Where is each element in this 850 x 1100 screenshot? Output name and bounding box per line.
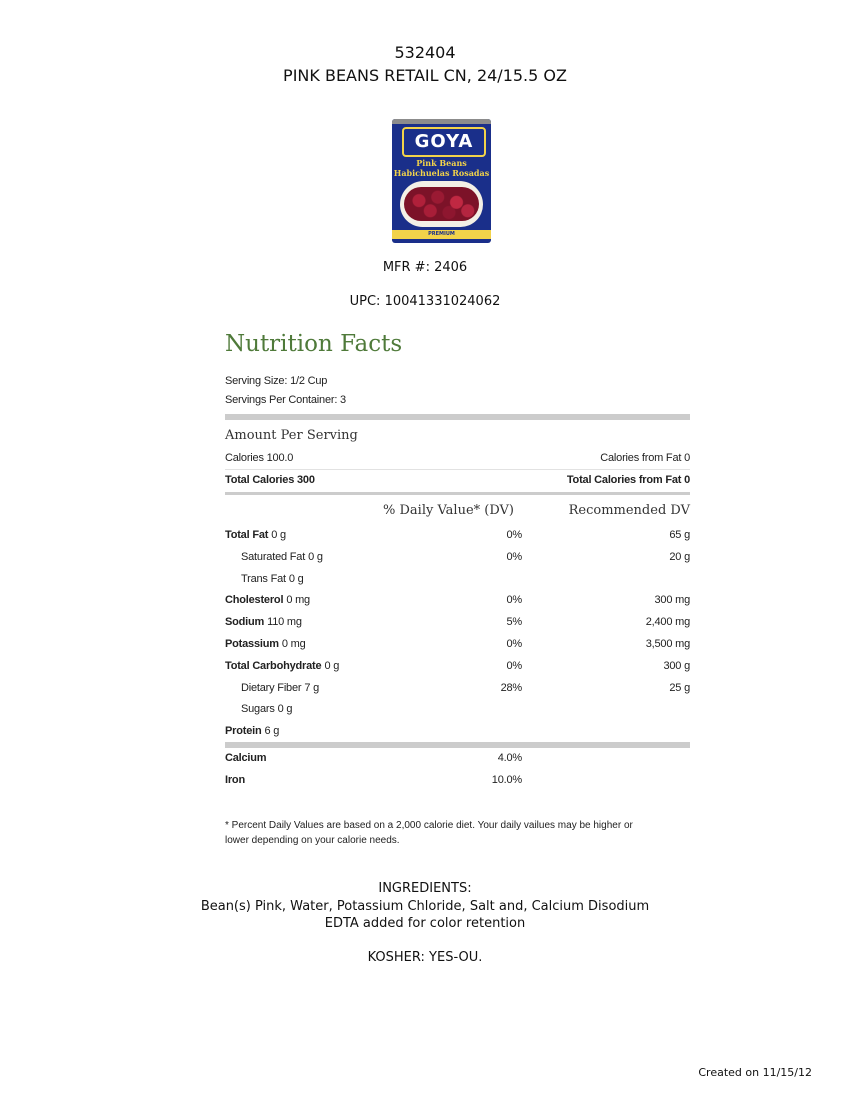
upc-code: UPC: 10041331024062	[349, 294, 501, 309]
kosher-status: KOSHER: YES-OU.	[367, 950, 483, 965]
product-title: PINK BEANS RETAIL CN, 24/15.5 OZ	[283, 66, 567, 85]
nutrient-name: Sodium	[225, 616, 265, 629]
amount-per-serving: Amount Per Serving	[225, 428, 358, 443]
nutrient-amount: 0 g	[277, 703, 293, 716]
nutrient-label	[225, 725, 279, 737]
can-band: PREMIUM	[392, 230, 491, 239]
amount-per-serving-row	[225, 428, 690, 446]
mineral-dv: 10.0%	[491, 773, 522, 786]
divider-medium	[225, 492, 690, 495]
product-sku: 532404	[394, 43, 456, 62]
nutrient-recommended: 2,400 mg	[645, 616, 690, 629]
nutrient-row	[225, 725, 690, 741]
nutrient-row	[225, 616, 690, 632]
servings-per-container-row	[225, 394, 690, 410]
nutrient-recommended: 300 mg	[654, 594, 690, 607]
nutrient-name: Cholesterol	[225, 594, 284, 607]
bean-bowl-graphic	[400, 181, 483, 227]
total-calories-from-fat: Total Calories from Fat 0	[566, 474, 690, 486]
nutrient-row	[225, 529, 690, 545]
nutrient-amount: 0 g	[271, 529, 286, 541]
created-date: Created on 11/15/12	[698, 1066, 812, 1079]
nutrient-name: Potassium	[225, 638, 279, 650]
footnote-line1: * Percent Daily Values are based on a 2,000 calorie diet. Your daily vailues may be higher or	[225, 820, 633, 831]
nutrient-label	[241, 573, 304, 585]
nutrient-row	[225, 660, 690, 676]
nutrient-label	[241, 551, 323, 563]
nutrient-label	[241, 682, 319, 694]
nutrient-row	[225, 551, 690, 567]
nutrient-amount: 0 mg	[281, 638, 306, 650]
nutrient-amount: 0 g	[308, 550, 323, 563]
nutrient-dv: 0%	[506, 638, 522, 650]
nutrient-name: Trans Fat	[241, 572, 286, 585]
nutrient-name: Total Fat	[225, 529, 269, 541]
nutrient-recommended: 300 g	[663, 659, 690, 672]
nutrient-row	[225, 638, 690, 654]
mineral-row	[225, 752, 690, 768]
ingredients-heading: INGREDIENTS:	[378, 881, 472, 896]
can-label-line1: Pink Beans	[416, 158, 467, 168]
dv-footnote	[225, 818, 695, 848]
serving-size-row	[225, 375, 690, 391]
nutrient-name: Protein	[225, 725, 262, 738]
total-calories-row	[225, 474, 690, 490]
nutrient-label	[241, 703, 292, 715]
mineral-dv: 4.0%	[497, 752, 522, 764]
nutrient-amount: 7 g	[304, 681, 320, 694]
calories-from-fat: Calories from Fat 0	[600, 452, 690, 464]
nutrient-row	[225, 573, 690, 589]
nutrient-label	[225, 529, 286, 541]
nutrient-row	[225, 594, 690, 610]
calories: Calories 100.0	[225, 452, 294, 464]
nutrient-row	[225, 682, 690, 698]
mineral-name: Iron	[225, 773, 245, 786]
divider-thin	[225, 469, 690, 470]
nutrient-amount: 0 g	[324, 659, 340, 672]
nutrient-dv: 0%	[506, 659, 522, 672]
mineral-name: Calcium	[225, 752, 267, 764]
nutrient-amount: 110 mg	[267, 616, 302, 629]
nutrient-label	[225, 616, 302, 628]
nutrient-amount: 0 g	[288, 572, 304, 585]
ingredients-line2: EDTA added for color retention	[324, 916, 526, 931]
nutrient-name: Dietary Fiber	[241, 681, 302, 694]
dv-column-header: % Daily Value* (DV)	[383, 503, 514, 518]
total-calories: Total Calories 300	[225, 474, 315, 486]
nutrient-dv: 28%	[500, 681, 522, 694]
can-label-line2: Habichuelas Rosadas	[393, 168, 490, 178]
nutrient-recommended: 25 g	[669, 681, 690, 694]
nutrient-dv: 5%	[506, 616, 522, 629]
ingredients-line1: Bean(s) Pink, Water, Potassium Chloride, Salt and, Calcium Disodium	[200, 899, 650, 914]
nutrient-dv: 0%	[506, 594, 522, 607]
recommended-column-header: Recommended DV	[568, 503, 690, 518]
nutrient-amount: 0 mg	[286, 594, 310, 607]
nutrient-row	[225, 703, 690, 719]
brand-logo: GOYA	[402, 127, 486, 157]
can-rim	[392, 119, 491, 124]
divider-thick	[225, 414, 690, 420]
product-can-image	[392, 119, 491, 243]
nutrient-label	[225, 594, 310, 606]
nutrient-label	[225, 638, 306, 650]
calories-row	[225, 452, 690, 468]
nutrient-amount: 6 g	[264, 725, 280, 738]
dv-header-row	[225, 503, 690, 521]
mfr-number: MFR #: 2406	[382, 260, 468, 275]
nutrient-name: Total Carbohydrate	[225, 659, 322, 672]
nutrient-label	[225, 660, 339, 672]
nutrient-dv: 0%	[506, 529, 522, 541]
divider-thick-2	[225, 742, 690, 748]
nutrient-recommended: 65 g	[669, 529, 690, 541]
mineral-row	[225, 774, 690, 790]
servings-per-container: Servings Per Container: 3	[225, 394, 346, 406]
nutrition-facts-title: Nutrition Facts	[225, 331, 403, 357]
nutrient-recommended: 20 g	[669, 550, 690, 563]
nutrient-name: Sugars	[241, 703, 275, 716]
nutrient-recommended: 3,500 mg	[645, 638, 690, 650]
serving-size: Serving Size: 1/2 Cup	[225, 375, 328, 387]
nutrient-dv: 0%	[506, 550, 522, 563]
beans-graphic	[404, 187, 479, 221]
footnote-line2: lower depending on your calorie needs.	[225, 835, 400, 846]
nutrient-name: Saturated Fat	[241, 550, 306, 563]
